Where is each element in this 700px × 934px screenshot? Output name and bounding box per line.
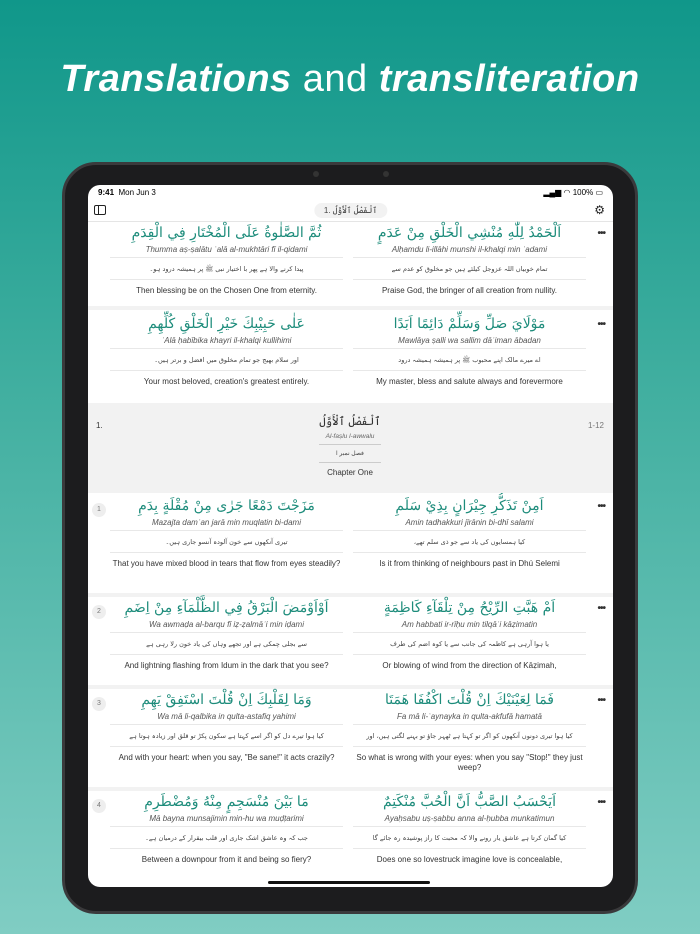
more-icon[interactable]: ••• — [597, 319, 605, 330]
verse-number: 3 — [92, 697, 106, 711]
transliteration: Wa mā li-qalbika in qulta-astafiq yahimi — [110, 711, 343, 725]
status-time: 9:41 — [98, 188, 115, 197]
headline-bold-2: transliteration — [378, 58, 640, 100]
english-translation: And lightning flashing from Idum in the dark that you see? — [124, 661, 329, 670]
home-indicator — [268, 881, 430, 884]
urdu-translation: سے بجلی چمکی ہے اور تجھے وہاں کی یاد خون رلا رہی ہے — [110, 633, 343, 655]
couplet-left — [110, 791, 343, 865]
transliteration: Amin tadhakkuri jīrānin bi-dhī salami — [353, 517, 586, 531]
more-icon[interactable]: ••• — [597, 603, 605, 614]
gear-icon[interactable]: ⚙ — [594, 203, 605, 217]
chapter-english: Chapter One — [327, 468, 373, 477]
english-translation: And with your heart: when you say, "Be sane!" it acts crazily? — [118, 753, 335, 762]
urdu-translation: جب کہ وہ عاشق اشک جاری اور قلب بیقرار کے درمیان ہے۔ — [110, 827, 343, 849]
urdu-translation: یا ہوا آرہی ہے کاظمہ کی جانب سے یا کوہ اضم کی طرف — [353, 633, 586, 655]
urdu-translation: پیدا کرنے والا ہے پھر با اختیار نبی ﷺ پر ہمیشہ درود ہو۔ — [110, 258, 343, 280]
transliteration: Mā bayna munsajimin min-hu wa muḍṭarimi — [110, 813, 343, 827]
couplet-left — [110, 313, 343, 387]
couplet-right — [353, 495, 586, 569]
english-translation: Praise God, the bringer of all creation from nullity. — [381, 286, 558, 295]
arabic-text: عَلٰى حَبِيْبِكَ خَيْرِ الْخَلْقِ كُلِّهِمِ — [148, 316, 305, 332]
transliteration: Ayaḥsabu uṣ-ṣabbu anna al-ḥubba munkatimun — [353, 813, 586, 827]
headline — [0, 58, 700, 101]
battery-icon: ▭ — [595, 188, 603, 197]
english-translation: So what is wrong with your eyes: when you say "Stop!" they just weep? — [356, 753, 583, 772]
urdu-translation: اے میرے مالک اپنے محبوب ﷺ پر ہمیشہ ہمیشہ درود — [353, 349, 586, 371]
english-translation: Is it from thinking of neighbours past in Dhú Selemi — [379, 559, 560, 568]
urdu-translation: تمام خوبیاں اللہ عزوجل کیلئے ہیں جو مخلوق کو عدم سے — [353, 258, 586, 280]
more-icon[interactable]: ••• — [597, 797, 605, 808]
transliteration: Thumma aṣ-ṣalātu ʿalā al-mukhtāri fī il-qidami — [110, 244, 343, 258]
couplet-right — [353, 597, 586, 671]
couplet-left — [110, 689, 343, 763]
couplet-left — [110, 222, 343, 296]
headline-mid: and — [302, 58, 368, 100]
couplet-right — [353, 313, 586, 387]
arabic-text: اَلْحَمْدُ لِلّٰهِ مُنْشِي الْخَلْقِ مِنْ عَدَمٍ — [377, 225, 562, 241]
english-translation: Your most beloved, creation's greatest entirely. — [143, 377, 310, 386]
more-icon[interactable]: ••• — [597, 695, 605, 706]
sensor-dot — [313, 171, 319, 177]
arabic-text: اَمْ هَبَّتِ الرِّيْحُ مِنْ تِلْقَآءِ كَاظِمَةٍ — [383, 600, 556, 616]
verse-number: 2 — [92, 605, 106, 619]
english-translation: Does one so lovestruck imagine love is concealable, — [376, 855, 563, 864]
english-translation: That you have mixed blood in tears that flow from eyes steadily? — [112, 559, 341, 568]
urdu-translation: کیا گمان کرتا ہے عاشق یار رونے والا کہ محبت کا راز پوشیدہ رہ جائے گا — [353, 827, 586, 849]
chapter-arabic: ٱلْفَصْلُ ٱلْأَوَّلُ — [319, 415, 381, 428]
arabic-text: ثُمَّ الصَّلٰوةُ عَلَى الْمُخْتَارِ فِي الْقِدَمِ — [131, 225, 322, 241]
couplet-right — [353, 791, 586, 865]
sensor-dot — [383, 171, 389, 177]
urdu-translation: کیا ہوا تیری دونوں آنکھوں کو اگر تو کہتا ہے ٹھہر جاؤ تو بہنے لگتی ہیں، اور — [353, 725, 586, 747]
couplet-left — [110, 495, 343, 569]
verse-row[interactable] — [88, 222, 613, 310]
transliteration: Am habbati ir-rīḥu min tilqāʾi kāẓimatin — [353, 619, 586, 633]
nav-bar — [88, 202, 613, 222]
urdu-translation: کیا ہمسایوں کی یاد سے جو ذی سلم تھے، — [353, 531, 586, 553]
transliteration: Fa mā li-ʿaynayka in qulta-akfufā hamatā — [353, 711, 586, 725]
arabic-text: فَمَا لِعَيْنَيْكَ اِنْ قُلْتَ اكْفُفَا هَمَتَا — [385, 692, 554, 708]
couplet-left — [110, 597, 343, 671]
arabic-text: مَزَجْتَ دَمْعًا جَرٰى مِنْ مُقْلَةٍ بِدَمِ — [138, 498, 315, 514]
more-icon[interactable]: ••• — [597, 228, 605, 239]
signal-wifi-icon: ▂▄▆ ◠ — [543, 188, 573, 197]
arabic-text: وَمَا لِقَلْبِكَ اِنْ قُلْتَ اسْتَفِقْ يَهِمِ — [141, 692, 312, 708]
urdu-translation: کیا ہوا تیرے دل کو اگر اسے کہتا ہے سکون پکڑ تو قلق اور زیادہ ہوتا ہے — [110, 725, 343, 747]
headline-bold-1: Translations — [60, 58, 292, 100]
arabic-text: اَمِنْ تَذَكُّرِ جِيْرَانٍ بِذِيْ سَلَمِ — [395, 498, 544, 514]
english-translation: Or blowing of wind from the direction of Kāẓimah, — [382, 661, 557, 670]
verse-row[interactable] — [88, 689, 613, 791]
battery-percent: 100% — [572, 188, 594, 197]
transliteration: Mazajta damʿan jarā min muqlatin bi-dami — [110, 517, 343, 531]
chapter-title-button[interactable]: ٱلْفَصْلُ ٱلْأَوَّلُ .1 — [314, 203, 387, 218]
urdu-translation: تیری آنکھوں سے خون آلودہ آنسو جاری ہیں۔ — [110, 531, 343, 553]
verse-row[interactable] — [88, 495, 613, 597]
chapter-number: 1. — [96, 421, 103, 430]
english-translation: My master, bless and salute always and forevermore — [376, 377, 563, 386]
arabic-text: مَوْلَايَ صَلِّ وَسَلِّمْ دَائِمًا اَبَدًا — [393, 316, 546, 332]
couplet-right — [353, 222, 586, 296]
transliteration: Mawlāya ṣalli wa sallim dāʾiman ābadan — [353, 335, 586, 349]
english-translation: Then blessing be on the Chosen One from eternity. — [136, 286, 317, 295]
verse-number: 4 — [92, 799, 106, 813]
sidebar-icon[interactable] — [94, 205, 106, 215]
arabic-text: مَا بَيْنَ مُنْسَجِمٍ مِنْهُ وَمُضْطَرِمِ — [144, 794, 309, 810]
verse-row[interactable] — [88, 597, 613, 689]
status-date: Mon Jun 3 — [118, 188, 156, 197]
more-icon[interactable]: ••• — [597, 501, 605, 512]
chapter-transliteration: Al-faṣlu l-awwalu — [319, 431, 381, 445]
transliteration: ʿAlā ḥabībika khayri il-khalqi kullihimi — [110, 335, 343, 349]
transliteration: Wa awmaḍa al-barqu fī iẓ-ẓalmāʾi min iḍami — [110, 619, 343, 633]
status-bar — [98, 188, 603, 197]
chapter-range: 1-12 — [587, 421, 604, 430]
couplet-right — [353, 689, 586, 773]
english-translation: Between a downpour from it and being so fiery? — [141, 855, 312, 864]
arabic-text: اَيَحْسَبُ الصَّبُّ اَنَّ الْحُبَّ مُنْكَتِمٌ — [382, 794, 556, 810]
verse-row[interactable] — [88, 313, 613, 407]
chapter-header — [88, 407, 613, 493]
urdu-translation: اور سلام بھیج جو تمام مخلوق میں افضل و برتر ہیں۔ — [110, 349, 343, 371]
chapter-urdu: فصل نمبر ا — [319, 445, 381, 463]
app-screen — [88, 185, 613, 887]
transliteration: Alḥamdu li-illāhi munshi il-khalqi min ʿadami — [353, 244, 586, 258]
verse-row[interactable] — [88, 791, 613, 887]
verse-number: 1 — [92, 503, 106, 517]
arabic-text: اَوْاَوْمَضَ الْبَرْقُ فِي الظَّلْمَآءِ مِنْ اِضَمِ — [124, 600, 329, 616]
